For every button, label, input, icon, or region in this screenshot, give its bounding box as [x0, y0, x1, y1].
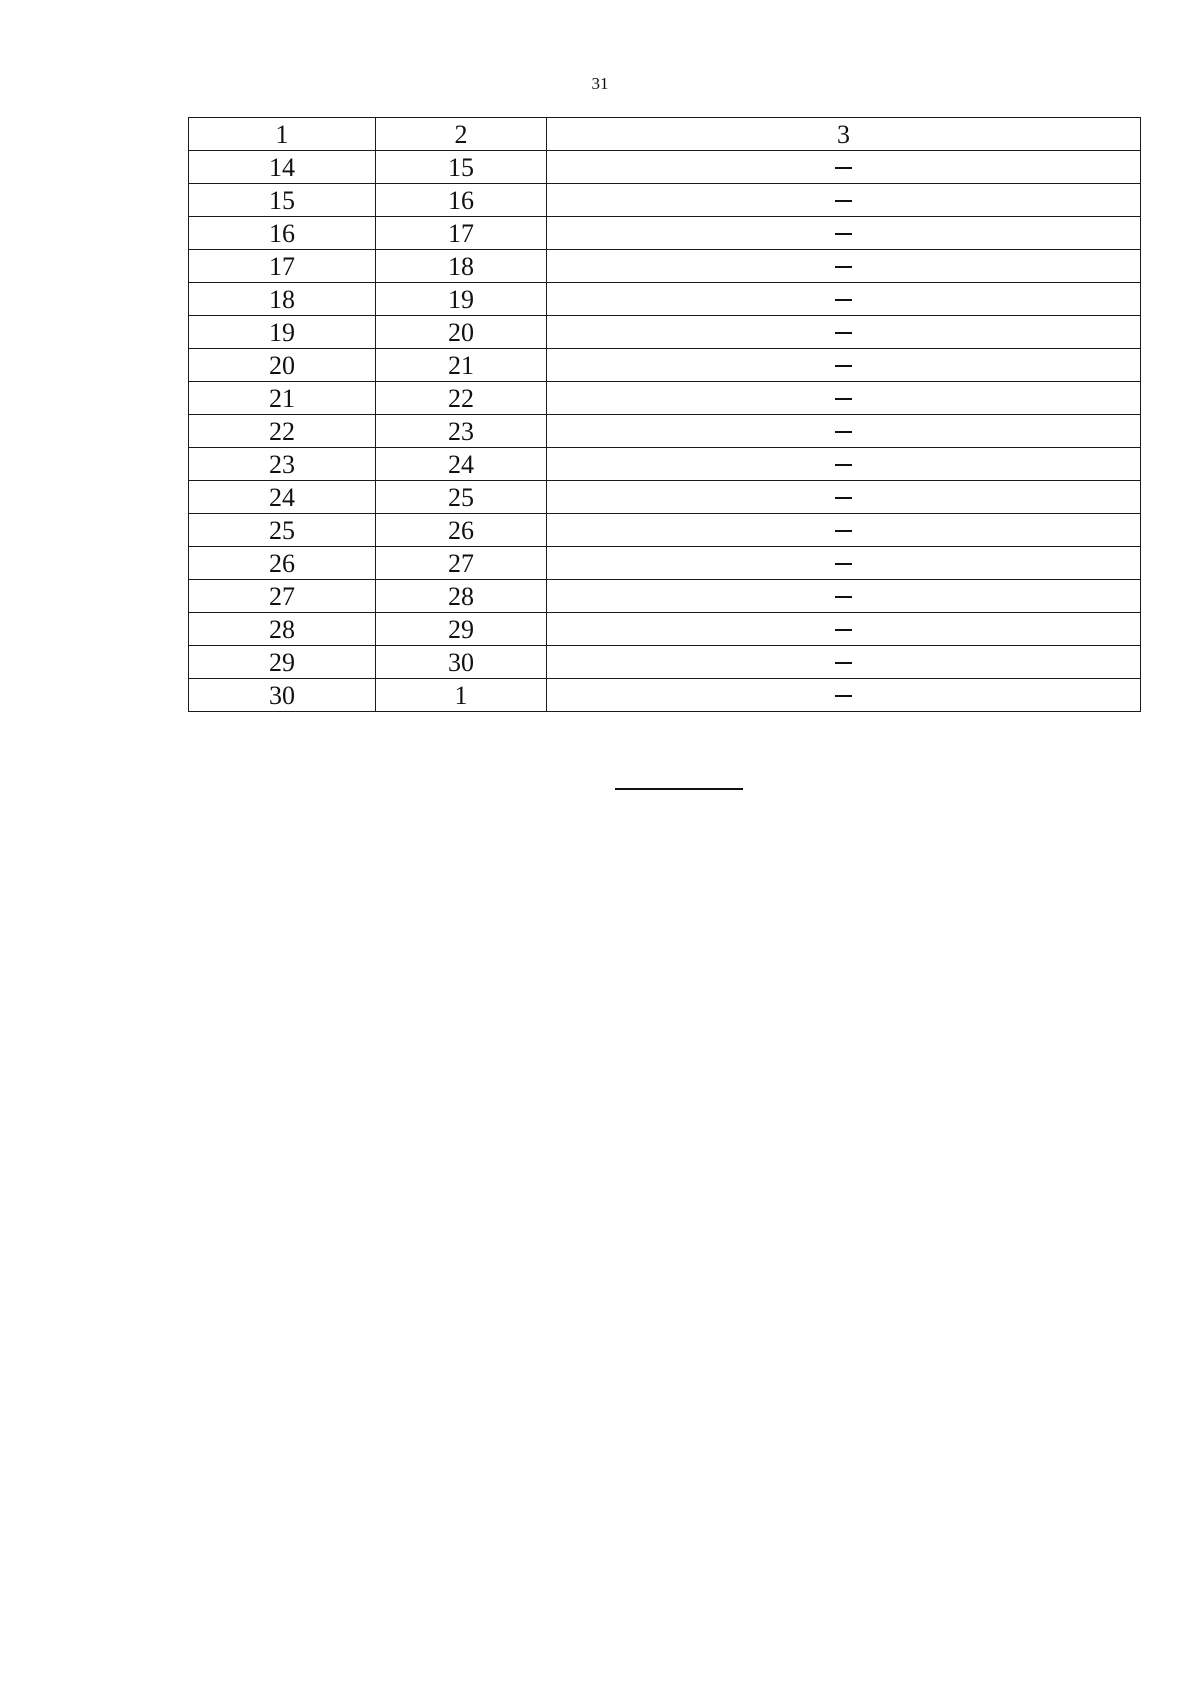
table-cell-col-3 — [547, 316, 1141, 349]
dash-value — [852, 582, 853, 583]
table-cell-col-1: 25 — [189, 514, 376, 547]
table-row — [189, 382, 1141, 415]
table-row — [189, 580, 1141, 613]
column-header-3: 3 — [547, 118, 1141, 151]
table-cell-col-1: 15 — [189, 184, 376, 217]
column-header-1: 1 — [189, 118, 376, 151]
table-row — [189, 151, 1141, 184]
table-cell-col-1: 22 — [189, 415, 376, 448]
table-cell-col-3 — [547, 184, 1141, 217]
table-cell-col-1: 28 — [189, 613, 376, 646]
dash-mark — [835, 695, 852, 697]
table-cell-col-1: 20 — [189, 349, 376, 382]
dash-value — [852, 219, 853, 220]
table-cell-col-2: 17 — [376, 217, 547, 250]
dash-value — [852, 549, 853, 550]
dash-mark — [835, 464, 852, 466]
dash-value — [852, 351, 853, 352]
dash-value — [852, 450, 853, 451]
table-row — [189, 415, 1141, 448]
table-cell-col-3 — [547, 646, 1141, 679]
dash-value — [852, 681, 853, 682]
table-cell-col-2: 25 — [376, 481, 547, 514]
table-cell-col-2: 20 — [376, 316, 547, 349]
table-cell-col-3 — [547, 514, 1141, 547]
table-row — [189, 217, 1141, 250]
table-cell-col-3 — [547, 415, 1141, 448]
dash-value — [852, 318, 853, 319]
dash-value — [852, 417, 853, 418]
dash-mark — [835, 233, 852, 235]
table-row — [189, 613, 1141, 646]
table-cell-col-3 — [547, 250, 1141, 283]
table-body — [189, 118, 1141, 712]
table-cell-col-1: 14 — [189, 151, 376, 184]
table-cell-col-2: 15 — [376, 151, 547, 184]
dash-mark — [835, 167, 852, 169]
table-row — [189, 514, 1141, 547]
table-cell-col-3 — [547, 580, 1141, 613]
dash-value — [852, 516, 853, 517]
table-cell-col-1: 19 — [189, 316, 376, 349]
dash-mark — [835, 662, 852, 664]
table-cell-col-2: 22 — [376, 382, 547, 415]
dash-mark — [835, 629, 852, 631]
table-cell-col-3 — [547, 679, 1141, 712]
dash-mark — [835, 299, 852, 301]
dash-mark — [835, 530, 852, 532]
dash-mark — [835, 497, 852, 499]
table-row — [189, 679, 1141, 712]
dash-value — [852, 252, 853, 253]
table-cell-col-2: 19 — [376, 283, 547, 316]
table-cell-col-2: 29 — [376, 613, 547, 646]
dash-value — [852, 153, 853, 154]
table-cell-col-1: 30 — [189, 679, 376, 712]
dash-mark — [835, 398, 852, 400]
table-cell-col-2: 28 — [376, 580, 547, 613]
dash-mark — [835, 266, 852, 268]
dash-value — [852, 186, 853, 187]
table-row — [189, 250, 1141, 283]
table-row — [189, 481, 1141, 514]
table-cell-col-1: 24 — [189, 481, 376, 514]
table-row — [189, 448, 1141, 481]
table-cell-col-2: 26 — [376, 514, 547, 547]
table-cell-col-3 — [547, 283, 1141, 316]
dash-mark — [835, 332, 852, 334]
table-cell-col-3 — [547, 151, 1141, 184]
dash-value — [852, 648, 853, 649]
dash-mark — [835, 563, 852, 565]
table-cell-col-2: 16 — [376, 184, 547, 217]
page-number: 31 — [591, 74, 609, 93]
data-table — [188, 117, 1141, 712]
dash-mark — [835, 596, 852, 598]
dash-mark — [835, 200, 852, 202]
table-cell-col-3 — [547, 481, 1141, 514]
table-cell-col-2: 27 — [376, 547, 547, 580]
table-cell-col-2: 24 — [376, 448, 547, 481]
table-cell-col-1: 29 — [189, 646, 376, 679]
table-row — [189, 646, 1141, 679]
table-cell-col-2: 30 — [376, 646, 547, 679]
table-cell-col-1: 17 — [189, 250, 376, 283]
table-row — [189, 283, 1141, 316]
dash-value — [852, 285, 853, 286]
table-cell-col-1: 21 — [189, 382, 376, 415]
table-cell-col-2: 23 — [376, 415, 547, 448]
table-cell-col-3 — [547, 448, 1141, 481]
column-header-2: 2 — [376, 118, 547, 151]
dash-value — [852, 483, 853, 484]
table-row — [189, 547, 1141, 580]
dash-value — [852, 384, 853, 385]
dash-mark — [835, 431, 852, 433]
table-cell-col-3 — [547, 349, 1141, 382]
table-cell-col-1: 26 — [189, 547, 376, 580]
table-cell-col-3 — [547, 382, 1141, 415]
table-cell-col-3 — [547, 613, 1141, 646]
table-cell-col-2: 1 — [376, 679, 547, 712]
end-of-document-rule — [615, 788, 743, 790]
dash-value — [852, 615, 853, 616]
table-cell-col-3 — [547, 217, 1141, 250]
table-row — [189, 184, 1141, 217]
table-row — [189, 316, 1141, 349]
table-cell-col-1: 18 — [189, 283, 376, 316]
table-cell-col-1: 27 — [189, 580, 376, 613]
table-cell-col-1: 16 — [189, 217, 376, 250]
dash-mark — [835, 365, 852, 367]
table-cell-col-2: 21 — [376, 349, 547, 382]
table-header-row — [189, 118, 1141, 151]
table-cell-col-3 — [547, 547, 1141, 580]
table-row — [189, 349, 1141, 382]
table-cell-col-1: 23 — [189, 448, 376, 481]
table-cell-col-2: 18 — [376, 250, 547, 283]
